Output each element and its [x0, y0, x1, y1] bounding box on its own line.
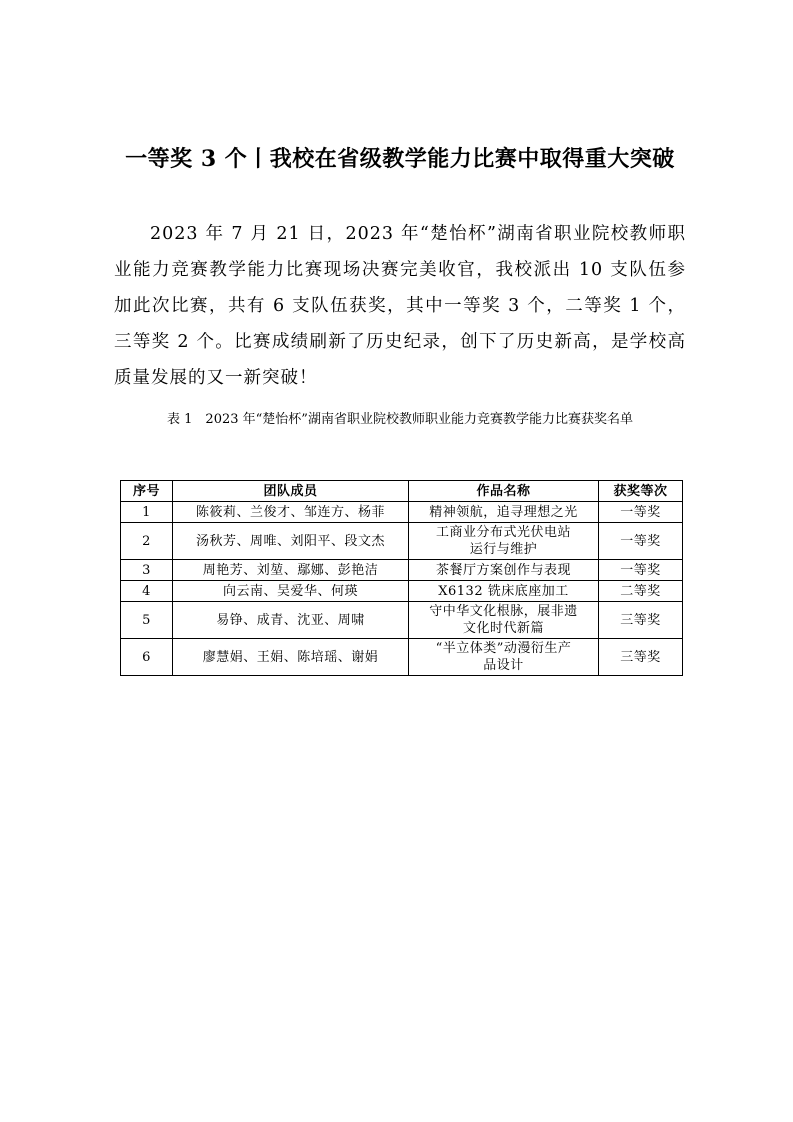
cell-no: 1 — [121, 502, 173, 523]
work-line: 品设计 — [483, 658, 524, 673]
cell-members: 周艳芳、刘堃、鄢娜、彭艳洁 — [173, 560, 409, 581]
cell-work — [409, 560, 599, 581]
article-title: 一等奖 3 个丨我校在省级教学能力比赛中取得重大突破 — [125, 146, 675, 172]
work-line: 茶餐厅方案创作与表现 — [435, 562, 571, 578]
header-work: 作品名称 — [409, 481, 599, 502]
cell-no: 2 — [121, 523, 173, 560]
cell-no: 5 — [121, 602, 173, 639]
work-line: 精神领航，追寻理想之光 — [429, 504, 578, 520]
table-caption: 表 1 2023 年“楚怡杯”湖南省职业院校教师职业能力竞赛教学能力比赛获奖名单 — [167, 412, 633, 427]
cell-award: 三等奖 — [599, 602, 683, 639]
header-award: 获奖等次 — [599, 481, 683, 502]
table-row — [121, 639, 683, 676]
cell-members: 廖慧娟、王娟、陈培瑶、谢娟 — [173, 639, 409, 676]
cell-award: 二等奖 — [599, 581, 683, 602]
cell-award: 一等奖 — [599, 502, 683, 523]
table-row — [121, 502, 683, 523]
header-members: 团队成员 — [173, 481, 409, 502]
cell-work — [409, 581, 599, 602]
work-line: 工商业分布式光伏电站 — [435, 525, 571, 540]
cell-work — [409, 639, 599, 676]
work-line: 文化时代新篇 — [462, 621, 544, 636]
cell-no: 3 — [121, 560, 173, 581]
cell-members: 向云南、吴爱华、何瑛 — [173, 581, 409, 602]
table-header-row — [121, 481, 683, 502]
table-row — [121, 523, 683, 560]
table-row — [121, 602, 683, 639]
work-line: 运行与维护 — [469, 542, 538, 557]
cell-members: 易铮、成青、沈亚、周啸 — [173, 602, 409, 639]
work-line: X6132 铣床底座加工 — [438, 583, 569, 599]
work-line: 守中华文化根脉，展非遗 — [429, 604, 578, 619]
header-no: 序号 — [121, 481, 173, 502]
cell-award: 三等奖 — [599, 639, 683, 676]
work-line: “半立体类”动漫衍生产 — [435, 641, 572, 656]
cell-award: 一等奖 — [599, 523, 683, 560]
cell-no: 4 — [121, 581, 173, 602]
cell-work — [409, 523, 599, 560]
cell-award: 一等奖 — [599, 560, 683, 581]
cell-members: 陈筱莉、兰俊才、邹连方、杨菲 — [173, 502, 409, 523]
awards-table — [120, 480, 683, 676]
cell-work — [409, 502, 599, 523]
cell-members: 汤秋芳、周唯、刘阳平、段文杰 — [173, 523, 409, 560]
table-row — [121, 581, 683, 602]
cell-work — [409, 602, 599, 639]
table-row — [121, 560, 683, 581]
article-paragraph: 2023 年 7 月 21 日，2023 年“楚怡杯”湖南省职业院校教师职业能力竞赛教学能力比赛现场决赛完美收官，我校派出 10 支队伍参加此次比赛，共有 6 支队伍获奖，其中一等奖 3 个，二等奖 1 个，三等奖 2 个。比赛成绩刷新了历史纪录，创下了历史新高，是学校高质量发展的又一新突破！ — [114, 224, 686, 388]
cell-no: 6 — [121, 639, 173, 676]
